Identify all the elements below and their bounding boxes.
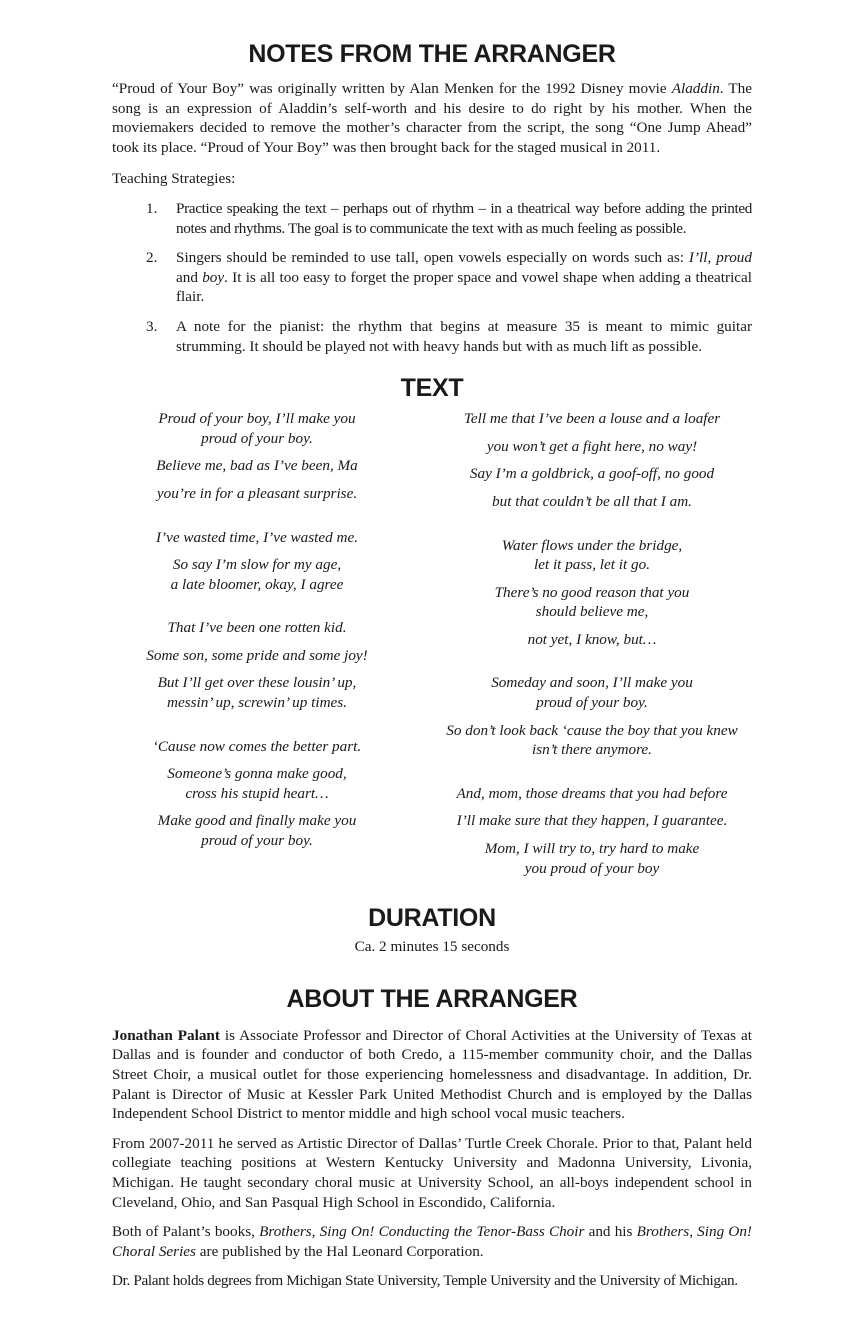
- lyrics-left-column: [102, 409, 412, 886]
- lyric-line: proud of your boy.: [201, 832, 313, 850]
- lyric-line: I’ve wasted time, I’ve wasted me.: [155, 528, 358, 546]
- lyric-stanza: [102, 764, 412, 803]
- lyric-line: And, mom, those dreams that you had before: [456, 784, 728, 802]
- strategy-text: A note for the pianist: the rhythm that begins at measure 35 is meant to mimic guitar strumming. It should be played not with heavy hands but with as much lift as possible.: [176, 317, 752, 355]
- vowel-word: boy: [202, 268, 225, 286]
- lyric-line: cross his stupid heart…: [185, 784, 329, 802]
- lyric-line: Some son, some pride and some joy!: [146, 646, 368, 664]
- lyric-line: should believe me,: [535, 603, 649, 621]
- strategy-number: 3.: [146, 317, 158, 335]
- lyric-line: a late bloomer, okay, I agree: [170, 575, 344, 593]
- bio-text: Both of Palant’s books,: [112, 1223, 260, 1241]
- lyric-line: messin’ up, screwin’ up times.: [167, 694, 347, 712]
- bio-paragraph: [112, 1222, 752, 1261]
- lyric-line: Proud of your boy, I’ll make you: [158, 410, 356, 428]
- lyric-line: But I’ll get over these lousin’ up,: [157, 674, 357, 692]
- lyric-line: Someday and soon, I’ll make you: [491, 674, 693, 692]
- strategy-item: [112, 199, 752, 238]
- lyric-line: So don’t look back ‘cause the boy that you knew: [446, 721, 738, 739]
- lyric-stanza: [102, 409, 412, 448]
- lyric-line: proud of your boy.: [201, 429, 313, 447]
- stanza-gap: [102, 512, 412, 528]
- lyric-line: Make good and finally make you: [157, 812, 357, 830]
- bio-text: is Associate Professor and Director of Choral Activities at the University of Texas at Dallas and is founder and conductor of both Credo, a 115-member community choir, and the Dallas Street Choir, a musical outlet for those experiencing homelessness and disadvantage. In addition, Dr. Palant is Director of Music at Kessler Park United Methodist Church and is employed by the Dallas Independent School District to mentor middle and high school vocal music teachers.: [112, 1026, 752, 1123]
- bio-text: and his: [584, 1223, 637, 1241]
- lyric-line: you won’t get a fight here, no way!: [486, 437, 698, 455]
- lyrics-right-column: [422, 409, 762, 886]
- lyric-stanza: [422, 784, 762, 804]
- bio-paragraph: From 2007-2011 he served as Artistic Director of Dallas’ Turtle Creek Chorale. Prior to that, Palant held collegiate teaching positions at Western Kentucky University and Madonna University, Livonia, Michigan. He taught secondary choral music at University School, an all-boys independent school in Cleveland, Ohio, and San Pasqual High School in Escondido, California.: [112, 1134, 752, 1211]
- text-heading: TEXT: [400, 374, 464, 403]
- strategy-item: [112, 248, 752, 307]
- book-title: Brothers, Sing On! Choral Series: [112, 1223, 752, 1260]
- notes-heading: NOTES FROM THE ARRANGER: [248, 40, 616, 68]
- lyric-stanza: [102, 811, 412, 850]
- lyric-line: That I’ve been one rotten kid.: [167, 619, 347, 637]
- intro-text-rest: . The song is an expression of Aladdin’s self-worth and his desire to do right by his mother. When the moviemakers decided to remove the mother’s character from the script, the song “One Jump Ahead” took its place. “Proud of Your Boy” was then brought back for the staged musical in 2011.: [112, 80, 752, 156]
- strategy-text-rest: . It is all too easy to forget the proper space and vowel shape when adding a theatrical flair.: [176, 268, 752, 306]
- intro-paragraph: [112, 79, 752, 157]
- lyric-line: you’re in for a pleasant surprise.: [156, 484, 358, 502]
- lyric-line: There’s no good reason that you: [494, 583, 690, 601]
- lyric-line: not yet, I know, but…: [527, 630, 657, 648]
- stanza-gap: [422, 520, 762, 536]
- bio-paragraph: [112, 1026, 752, 1124]
- strategies-list: [112, 199, 752, 356]
- lyric-stanza: [102, 646, 412, 666]
- lyric-line: Mom, I will try to, try hard to make: [484, 840, 700, 858]
- strategy-text: Singers should be reminded to use tall, open vowels especially on words such as:: [176, 249, 689, 267]
- lyric-line: isn’t there anymore.: [532, 741, 652, 759]
- lyric-stanza: [422, 811, 762, 831]
- strategy-text: Practice speaking the text – perhaps out of rhythm – in a theatrical way before adding the printed notes and rhythms. The goal is to communicate the text with as much feeling as possible.: [176, 199, 752, 237]
- lyric-stanza: [102, 484, 412, 504]
- lyric-stanza: [102, 456, 412, 476]
- lyric-stanza: [422, 536, 762, 575]
- strategy-sep: and: [176, 268, 203, 286]
- intro-text: “Proud of Your Boy” was originally written by Alan Menken for the 1992 Disney movie: [112, 80, 672, 97]
- book-title: Brothers, Sing On! Conducting the Tenor-Bass Choir: [259, 1223, 585, 1241]
- strategy-number: 2.: [146, 249, 158, 267]
- lyric-stanza: [422, 437, 762, 457]
- lyric-stanza: [422, 839, 762, 878]
- lyric-stanza: [422, 583, 762, 622]
- lyric-line: but that couldn’t be all that I am.: [492, 492, 692, 510]
- lyric-stanza: [102, 618, 412, 638]
- lyric-line: Say I’m a goldbrick, a goof-off, no good: [469, 465, 715, 483]
- lyric-line: Tell me that I’ve been a louse and a loafer: [463, 410, 721, 428]
- lyric-line: Believe me, bad as I’ve been, Ma: [156, 457, 358, 475]
- lyric-line: ‘Cause now comes the better part.: [152, 737, 362, 755]
- bio-paragraph: Dr. Palant holds degrees from Michigan State University, Temple University and the University of Michigan.: [112, 1272, 738, 1290]
- vowel-word: proud: [716, 249, 752, 267]
- vowel-word: I’ll: [688, 249, 708, 267]
- lyric-stanza: [102, 528, 412, 548]
- lyric-stanza: [422, 673, 762, 712]
- about-heading: ABOUT THE ARRANGER: [286, 984, 578, 1013]
- intro-movie-title: Aladdin: [671, 80, 720, 97]
- lyric-line: I’ll make sure that they happen, I guarantee.: [456, 812, 728, 830]
- stanza-gap: [102, 602, 412, 618]
- lyric-stanza: [422, 409, 762, 429]
- lyric-stanza: [422, 464, 762, 484]
- lyric-line: let it pass, let it go.: [533, 556, 650, 574]
- lyric-line: proud of your boy.: [536, 694, 648, 712]
- strategies-label: Teaching Strategies:: [112, 170, 236, 188]
- lyric-line: So say I’m slow for my age,: [172, 556, 342, 574]
- stanza-gap: [422, 768, 762, 784]
- strategy-sep: ,: [707, 249, 717, 267]
- lyric-line: Water flows under the bridge,: [501, 536, 683, 554]
- lyric-stanza: [102, 737, 412, 757]
- lyric-stanza: [422, 630, 762, 650]
- duration-heading: DURATION: [368, 904, 496, 933]
- lyric-line: Someone’s gonna make good,: [167, 765, 347, 783]
- bio-text: are published by the Hal Leonard Corporation.: [195, 1242, 484, 1260]
- arranger-name: Jonathan Palant: [112, 1026, 220, 1044]
- lyric-stanza: [422, 721, 762, 760]
- lyric-stanza: [422, 492, 762, 512]
- lyrics-columns: [112, 409, 752, 886]
- duration-value: Ca. 2 minutes 15 seconds: [354, 938, 510, 956]
- strategy-number: 1.: [146, 199, 158, 217]
- strategy-item: [112, 317, 752, 356]
- lyric-stanza: [102, 673, 412, 712]
- page: [112, 40, 752, 1301]
- arranger-bio: [112, 1026, 752, 1291]
- lyric-line: you proud of your boy: [524, 859, 660, 877]
- stanza-gap: [102, 721, 412, 737]
- lyric-stanza: [102, 555, 412, 594]
- stanza-gap: [422, 657, 762, 673]
